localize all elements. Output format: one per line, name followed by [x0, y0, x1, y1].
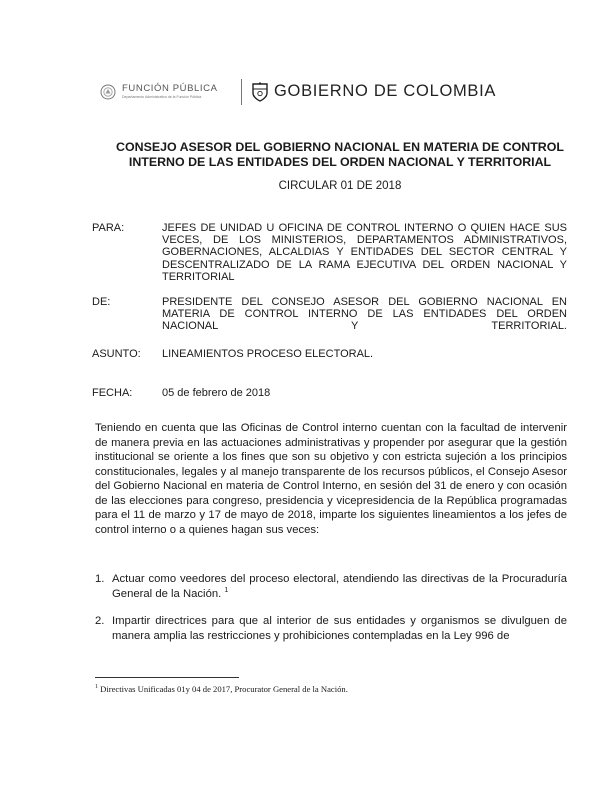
- footnote-text: Directivas Unificadas 01y 04 de 2017, Procurator General de la Nación.: [100, 684, 348, 694]
- de-text: PRESIDENTE DEL CONSEJO ASESOR DEL GOBIERNO NACIONAL EN MATERIA DE CONTROL INTERNO DE LAS ENTIDADES DEL ORDEN: [162, 296, 567, 321]
- fecha-value: 05 de febrero de 2018: [162, 387, 271, 399]
- de-value: [162, 296, 567, 333]
- colombia-seal-icon: [100, 84, 116, 100]
- footnote: [95, 684, 348, 694]
- list-item-number: 2.: [95, 615, 105, 627]
- asunto-label: ASUNTO:: [92, 348, 141, 360]
- document-title-line-2: INTERNO DE LAS ENTIDADES DEL ORDEN NACIONAL Y TERRITORIAL: [128, 155, 552, 169]
- document-title-line-1: CONSEJO ASESOR DEL GOBIERNO NACIONAL EN MATERIA DE CONTROL: [116, 140, 564, 154]
- para-text: JEFES DE UNIDAD U OFICINA DE CONTROL INTERNO O QUIEN HACE SUS VECES, DE LOS MINISTERIOS, DEPARTAMENTOS ADMINISTRATIVOS, GOBERNACIONES, ALCALDIAS Y ENTIDADES DEL SECTOR CENTRAL Y DESCENTRALIZADO DE LA RAMA EJECUTIVA DEL ORDEN NACIONAL Y: [162, 222, 567, 271]
- footnote-separator: [95, 677, 239, 678]
- para-label: PARA:: [92, 222, 125, 234]
- list-item-number: 1.: [95, 573, 105, 585]
- funcion-publica-logo: [100, 80, 240, 106]
- asunto-value: LINEAMIENTOS PROCESO ELECTORAL.: [162, 348, 374, 360]
- funcion-publica-subtitle: Departamento Administrativo de la Función Pública: [122, 95, 202, 99]
- de-text-last: NACIONAL Y TERRITORIAL.: [162, 320, 567, 333]
- logo-divider: [241, 79, 242, 105]
- body-paragraph: Teniendo en cuenta que las Oficinas de Control interno cuentan con la facultad de intervenir de manera previa en las actuaciones administrativas y propender por asegurar que la gestión institucional se oriente a los fines que son su objetivo y con estricta sujeción a los principios constitucionales, legales y al manejo transparente de los recursos públicos, el Consejo Asesor del Gobierno Nacional en materia de Control Interno, en sesión del 31 de enero y con ocasión de las elecciones para congreso, presidencia y vicepresidencia de la República programadas para el 11 de marzo y 17 de mayo de 2018, imparte los siguientes lineamientos a los jefes de control interno o a quienes hagan sus veces:: [95, 422, 567, 536]
- footnote-mark: 1: [95, 684, 98, 691]
- footnote-reference[interactable]: 1: [224, 586, 229, 594]
- list-item-text: Impartir directrices para que al interior de sus entidades y organismos se divulguen de manera amplia las restricciones y prohibiciones contempladas en la Ley 996 de: [112, 615, 567, 642]
- fecha-label: FECHA:: [92, 387, 133, 399]
- list-item-text: [112, 572, 567, 601]
- coat-of-arms-icon: [250, 81, 270, 103]
- para-text-last: TERRITORIAL: [162, 270, 235, 283]
- list-item-text-content: Actuar como veedores del proceso electoral, atendiendo las directivas de la Procuraduría General de la Nación.: [112, 573, 567, 600]
- de-label: DE:: [92, 296, 111, 308]
- funcion-publica-name: FUNCIÓN PÚBLICA: [122, 83, 218, 94]
- gobierno-de-colombia-logo: [250, 79, 497, 105]
- gobierno-de-colombia-name: GOBIERNO DE COLOMBIA: [274, 82, 497, 100]
- para-value: [162, 222, 567, 283]
- circular-number: CIRCULAR 01 DE 2018: [278, 180, 402, 192]
